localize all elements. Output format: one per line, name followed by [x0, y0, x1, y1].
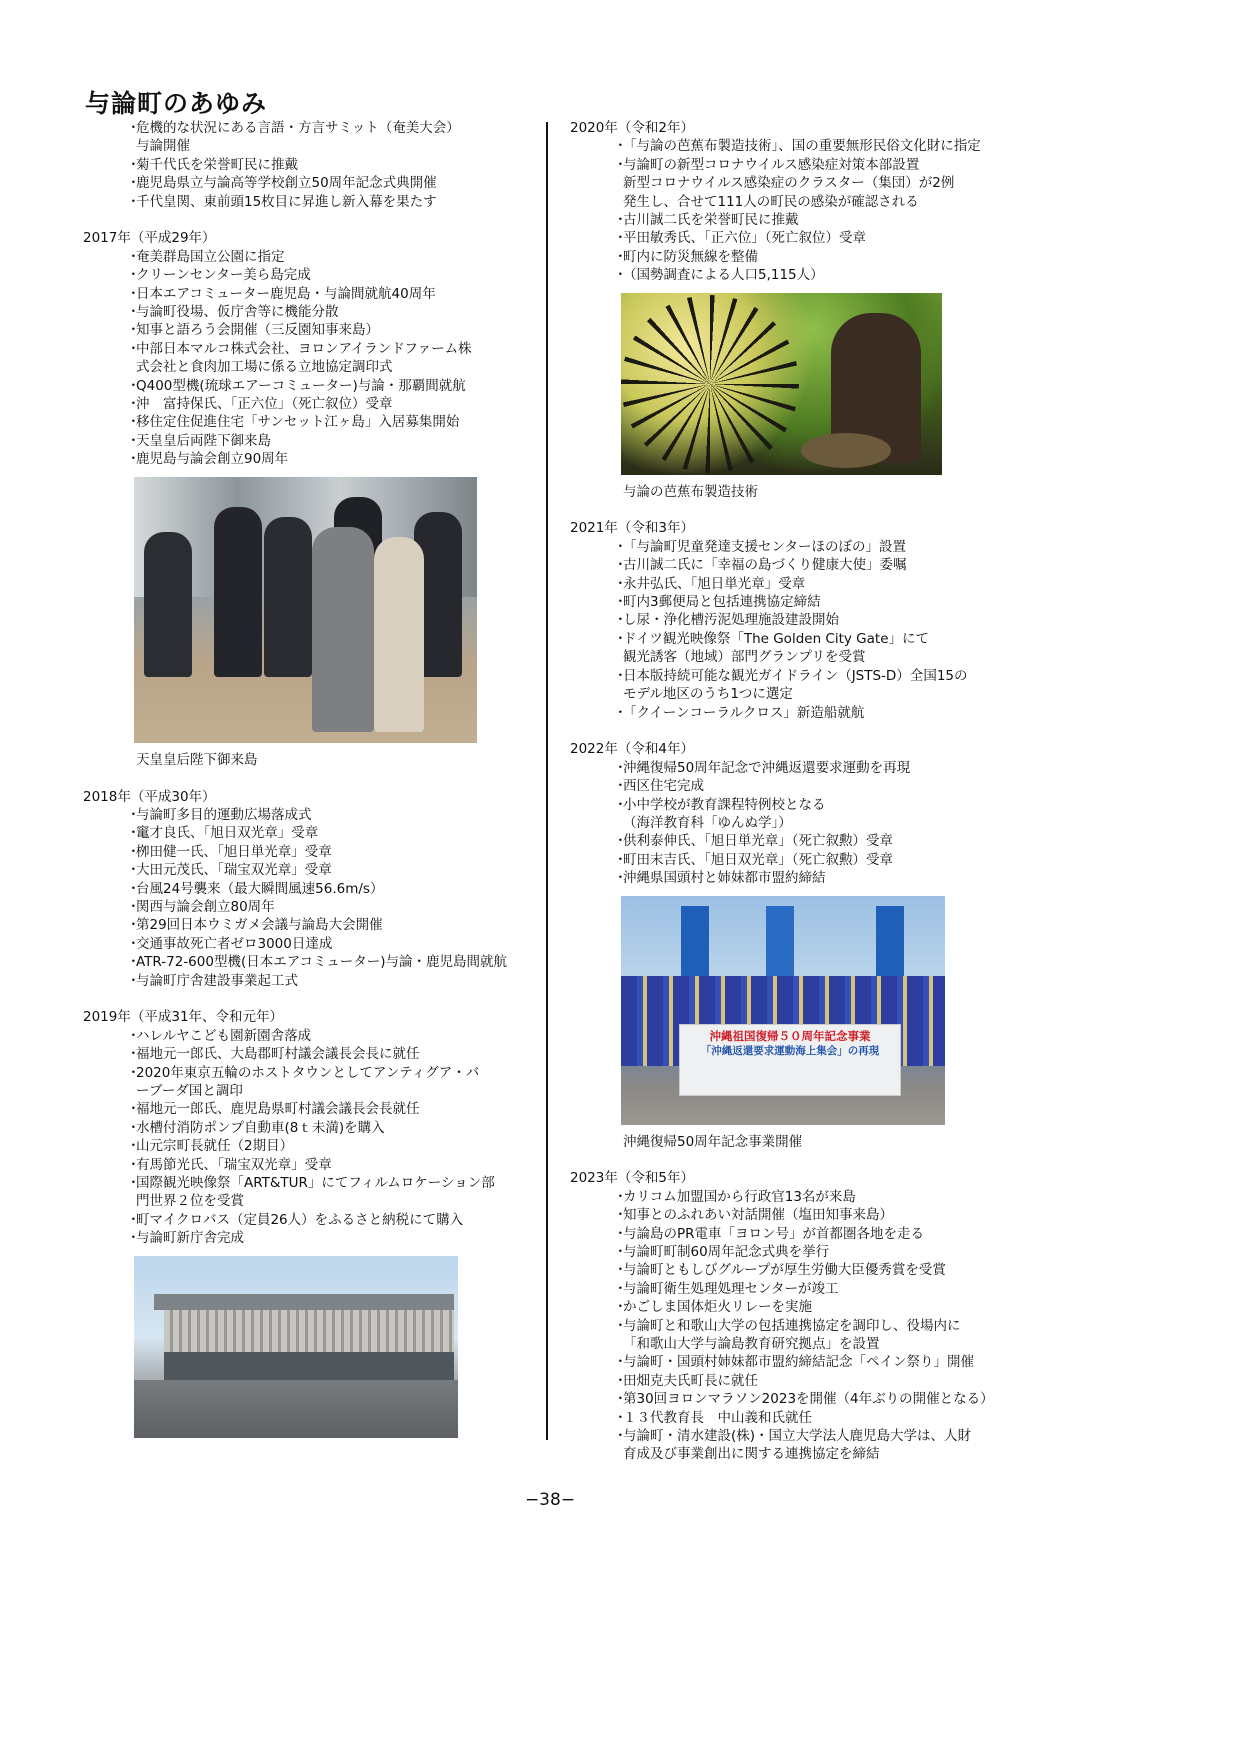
list-item	[570, 174, 1020, 192]
list-item	[570, 1409, 1020, 1427]
list-item	[83, 1045, 533, 1063]
column-divider	[546, 122, 548, 1440]
bullet: ･	[130, 396, 137, 413]
list-item	[83, 1229, 533, 1247]
item-text: Q400型機(琉球エアーコミューター)与論・那覇間就航	[136, 377, 466, 394]
bullet: ･	[130, 1156, 137, 1173]
bullet: ･	[130, 193, 137, 210]
bullet: ･	[617, 833, 624, 850]
bullet: ･	[130, 1119, 137, 1136]
list-item	[83, 303, 533, 321]
bullet: ･	[617, 1299, 624, 1316]
bullet: ･	[130, 248, 137, 265]
list-item	[83, 1100, 533, 1118]
year-heading: 2023年（令和5年）	[570, 1170, 694, 1187]
year-section	[570, 519, 1020, 721]
bullet: ･	[617, 667, 624, 684]
list-item	[83, 248, 533, 266]
list-item	[570, 1225, 1020, 1243]
list-item	[83, 1211, 533, 1229]
list-item	[83, 1027, 533, 1045]
banner-line: 沖縄祖国復帰５０周年記念事業	[709, 1028, 871, 1043]
item-text: 供利泰伸氏、「旭日単光章」（死亡叙勲）受章	[623, 833, 893, 850]
item-text: 危機的な状況にある言語・方言サミット（奄美大会）	[136, 120, 460, 136]
bullet: ･	[617, 1391, 624, 1408]
bullet: ･	[617, 759, 624, 776]
bullet: ･	[130, 1138, 137, 1155]
list-item	[570, 248, 1020, 266]
town-hall-roof	[154, 1294, 454, 1310]
item-text: 古川誠二氏に「幸福の島づくり健康大使」委嘱	[623, 557, 907, 574]
list-item	[570, 777, 1020, 795]
item-text: 第29回日本ウミガメ会議与論島大会開催	[136, 917, 383, 934]
item-text: 式会社と食肉加工場に係る立地協定調印式	[136, 359, 393, 376]
list-item	[570, 211, 1020, 229]
item-text: 日本版持続可能な観光ガイドライン（JSTS-D）全国15の	[623, 667, 968, 684]
bullet: ･	[617, 1243, 624, 1260]
list-item	[570, 229, 1020, 247]
list-item	[83, 450, 533, 468]
bullet: ･	[617, 704, 624, 721]
list-item	[570, 704, 1020, 722]
item-text: かごしま国体炬火リレーを実施	[623, 1299, 812, 1316]
list-item	[570, 156, 1020, 174]
bullet: ･	[130, 1175, 137, 1192]
list-item	[83, 137, 533, 155]
list-item	[83, 1156, 533, 1174]
photo-emperor	[134, 477, 477, 743]
item-text: 栁田健一氏、「旭日単光章」受章	[136, 843, 332, 860]
item-text: 福地元一郎氏、鹿児島県町村議会議長会長就任	[136, 1101, 420, 1118]
list-item	[570, 1390, 1020, 1408]
item-text: ーブーダ国と調印	[136, 1082, 243, 1099]
item-text: 国際観光映像祭「ART&TUR」にてフィルムロケーション部	[136, 1175, 495, 1192]
bullet: ･	[617, 575, 624, 592]
list-item	[83, 174, 533, 192]
item-text: 与論島のPR電車「ヨロン号」が首都圏各地を走る	[623, 1225, 925, 1242]
bullet: ･	[617, 1409, 624, 1426]
bullet: ･	[617, 138, 624, 155]
list-item	[83, 340, 533, 358]
item-text: 竃才良氏、「旭日双光章」受章	[136, 825, 319, 842]
item-text: 日本エアコミューター鹿児島・与論間就航40周年	[136, 285, 436, 302]
item-text: 与論町庁舎建設事業起工式	[136, 972, 298, 989]
year-heading: 2018年（平成30年）	[83, 788, 216, 805]
list-item	[570, 137, 1020, 155]
list-item	[83, 1119, 533, 1137]
list-item	[570, 1372, 1020, 1390]
bullet: ･	[617, 538, 624, 555]
year-section	[570, 1169, 1020, 1464]
list-item	[570, 593, 1020, 611]
list-item	[570, 1353, 1020, 1371]
year-heading: 2019年（平成31年、令和元年）	[83, 1009, 284, 1026]
item-text: 移住定住促進住宅「サンセット江ヶ島」入居募集開始	[136, 414, 460, 431]
item-text: 山元宗町長就任（2期目）	[136, 1138, 294, 1155]
bullet: ･	[130, 120, 137, 136]
list-item	[570, 611, 1020, 629]
bullet: ･	[617, 1428, 624, 1445]
commemoration-banner	[679, 1024, 901, 1096]
bullet: ･	[617, 1317, 624, 1334]
photo-weave	[621, 293, 942, 475]
year-heading: 2021年（令和3年）	[570, 520, 694, 537]
bullet: ･	[617, 230, 624, 247]
list-item	[570, 556, 1020, 574]
bullet: ･	[617, 612, 624, 629]
bullet: ･	[130, 175, 137, 192]
item-text: 沖 富持保氏、「正六位」（死亡叙位）受章	[136, 396, 393, 413]
bullet: ･	[130, 156, 137, 173]
item-text: 平田敏秀氏、「正六位」（死亡叙位）受章	[623, 230, 866, 247]
bullet: ･	[130, 1027, 137, 1044]
list-item	[570, 538, 1020, 556]
bullet: ･	[617, 156, 624, 173]
bullet: ･	[130, 862, 137, 879]
item-text: 水槽付消防ポンプ自動車(8ｔ未満)を購入	[136, 1119, 385, 1136]
item-text: 菊千代氏を栄誉町民に推戴	[136, 156, 298, 173]
item-text: １３代教育長 中山義和氏就任	[623, 1409, 812, 1426]
list-item	[570, 575, 1020, 593]
item-text: 2020年東京五輪のホストタウンとしてアンティグア・バ	[136, 1064, 480, 1081]
item-text: 育成及び事業創出に関する連携協定を締結	[623, 1446, 880, 1463]
list-item	[83, 432, 533, 450]
empress-figure	[374, 537, 424, 732]
list-item	[83, 972, 533, 990]
bullet: ･	[130, 917, 137, 934]
item-text: 町内3郵便局と包括連携協定締結	[623, 594, 821, 611]
flag	[681, 906, 709, 976]
item-text: 発生し、合せて111人の町民の感染が確認される	[623, 193, 919, 210]
bullet: ･	[617, 778, 624, 795]
item-text: 門世界２位を受賞	[136, 1193, 244, 1210]
list-item	[83, 193, 533, 211]
item-text: 「与論の芭蕉布製造技術」、国の重要無形民俗文化財に指定	[623, 138, 981, 155]
list-item	[570, 1261, 1020, 1279]
person	[264, 517, 312, 677]
bullet: ･	[617, 212, 624, 229]
item-text: 台風24号襲来（最大瞬間風速56.6m/s）	[136, 880, 384, 897]
bullet: ･	[130, 843, 137, 860]
bullet: ･	[130, 1101, 137, 1118]
item-text: クリーンセンター美ら島完成	[136, 267, 311, 284]
list-item	[83, 285, 533, 303]
list-item	[570, 1188, 1020, 1206]
item-text: 新型コロナウイルス感染症のクラスター（集団）が2例	[623, 175, 955, 192]
list-item	[570, 1280, 1020, 1298]
item-text: （海洋教育科「ゆんぬ学」）	[623, 814, 792, 831]
bullet: ･	[130, 1230, 137, 1247]
photo-okinawa	[621, 896, 945, 1125]
list-item	[83, 377, 533, 395]
item-text: 天皇皇后両陛下御来島	[136, 432, 271, 449]
list-item	[570, 1317, 1020, 1335]
list-item	[83, 1137, 533, 1155]
bullet: ･	[617, 1354, 624, 1371]
list-item	[570, 796, 1020, 814]
list-item	[83, 413, 533, 431]
list-item	[83, 395, 533, 413]
item-text: 有馬節光氏、「瑞宝双光章」受章	[136, 1156, 332, 1173]
item-text: 大田元茂氏、「瑞宝双光章」受章	[136, 862, 332, 879]
basket	[801, 433, 891, 468]
bullet: ･	[130, 377, 137, 394]
item-text: 与論町ともしびグループが厚生労働大臣優秀賞を受賞	[623, 1262, 946, 1279]
bullet: ･	[130, 451, 137, 468]
item-text: 与論町新庁舎完成	[136, 1230, 244, 1247]
list-item	[83, 1064, 533, 1082]
bullet: ･	[617, 630, 624, 647]
list-item	[570, 759, 1020, 777]
item-text: ATR-72-600型機(日本エアコミューター)与論・鹿児島間就航	[136, 954, 508, 971]
item-text: 田畑克夫氏町長に就任	[623, 1372, 758, 1389]
item-text: 町マイクロバス（定員26人）をふるさと納税にて購入	[136, 1211, 464, 1228]
list-item	[83, 898, 533, 916]
item-text: 「与論町児童発達支援センターほのぼの」設置	[623, 538, 906, 555]
item-text: 永井弘氏、「旭日単光章」受章	[623, 575, 806, 592]
list-item	[570, 266, 1020, 284]
parking-lot	[134, 1380, 458, 1438]
list-item	[83, 266, 533, 284]
list-item	[83, 843, 533, 861]
list-item	[570, 667, 1020, 685]
flag	[766, 906, 794, 976]
list-item	[570, 685, 1020, 703]
bullet: ･	[617, 594, 624, 611]
item-text: カリコム加盟国から行政官13名が来島	[623, 1188, 856, 1205]
item-text: 与論町・国頭村姉妹都市盟約締結記念「ペイン祭り」開催	[623, 1354, 974, 1371]
item-text: 鹿児島与論会創立90周年	[136, 451, 289, 468]
photo-caption: 与論の芭蕉布製造技術	[623, 483, 758, 500]
bullet: ･	[130, 825, 137, 842]
item-text: 奄美群島国立公園に指定	[136, 248, 285, 265]
list-item	[570, 193, 1020, 211]
bullet: ･	[617, 1262, 624, 1279]
bullet: ･	[617, 870, 624, 887]
item-text: 与論開催	[136, 138, 190, 155]
year-section	[570, 740, 1020, 1151]
photo-caption: 沖縄復帰50周年記念事業開催	[623, 1133, 803, 1150]
item-text: 西区住宅完成	[623, 778, 704, 795]
item-text: 「和歌山大学与論島教育研究拠点」を設置	[623, 1336, 880, 1353]
item-text: 交通事故死亡者ゼロ3000日達成	[136, 935, 333, 952]
list-item	[570, 851, 1020, 869]
bullet: ･	[617, 267, 624, 284]
item-text: 千代皇関、東前頭15枚目に昇進し新入幕を果たす	[136, 193, 437, 210]
item-text: 観光誘客（地域）部門グランプリを受賞	[623, 649, 866, 666]
bullet: ･	[617, 1280, 624, 1297]
bullet: ･	[617, 851, 624, 868]
item-text: 中部日本マルコ株式会社、ヨロンアイランドファーム株	[136, 340, 472, 357]
item-text: し尿・浄化槽汚泥処理施設建設開始	[623, 612, 839, 629]
item-text: ハレルヤこども園新園舎落成	[136, 1027, 312, 1044]
item-text: 与論町多目的運動広場落成式	[136, 806, 312, 823]
bullet: ･	[617, 1188, 624, 1205]
page-number: −38−	[524, 1490, 576, 1510]
right-column	[570, 119, 1020, 1482]
list-item	[570, 1335, 1020, 1353]
bullet: ･	[130, 898, 137, 915]
bullet: ･	[130, 432, 137, 449]
year-section	[570, 119, 1020, 501]
item-text: 古川誠二氏を栄誉町民に推戴	[623, 212, 799, 229]
item-text: ドイツ観光映像祭「The Golden City Gate」にて	[623, 630, 930, 647]
year-section	[83, 119, 533, 211]
page-title: 与論町のあゆみ	[85, 89, 268, 118]
item-text: 知事とのふれあい対話開催（塩田知事来島）	[623, 1207, 893, 1224]
list-item	[83, 119, 533, 137]
list-item	[83, 880, 533, 898]
list-item	[570, 1243, 1020, 1261]
list-item	[83, 1192, 533, 1210]
year-section	[83, 1008, 533, 1437]
item-text: 与論町衛生処理処理センターが竣工	[623, 1280, 839, 1297]
year-heading: 2017年（平成29年）	[83, 230, 216, 247]
year-section	[83, 788, 533, 990]
item-text: 鹿児島県立与論高等学校創立50周年記念式典開催	[136, 175, 437, 192]
list-item	[83, 824, 533, 842]
bullet: ･	[617, 1207, 624, 1224]
bullet: ･	[130, 322, 137, 339]
photo-caption: 天皇皇后陛下御来島	[136, 751, 258, 768]
list-item	[570, 814, 1020, 832]
item-text: 与論町町制60周年記念式典を挙行	[623, 1243, 830, 1260]
bullet: ･	[130, 1046, 137, 1063]
bullet: ･	[130, 267, 137, 284]
spinning-wheel	[621, 295, 799, 473]
person	[214, 507, 262, 677]
list-item	[570, 630, 1020, 648]
list-item	[83, 1082, 533, 1100]
item-text: 沖縄県国頭村と姉妹都市盟約締結	[623, 870, 826, 887]
year-section	[83, 229, 533, 769]
year-heading: 2022年（令和4年）	[570, 741, 694, 758]
list-item	[570, 1427, 1020, 1445]
year-heading: 2020年（令和2年）	[570, 120, 694, 136]
bullet: ･	[617, 248, 624, 265]
bullet: ･	[130, 304, 137, 321]
item-text: （国勢調査による人口5,115人）	[623, 267, 824, 284]
list-item	[83, 156, 533, 174]
bullet: ･	[130, 972, 137, 989]
bullet: ･	[617, 796, 624, 813]
list-item	[570, 648, 1020, 666]
bullet: ･	[130, 1064, 137, 1081]
list-item	[570, 832, 1020, 850]
banner-line: 「沖縄返還要求運動海上集会」の再現	[700, 1044, 880, 1057]
item-text: 沖縄復帰50周年記念で沖縄返還要求運動を再現	[623, 759, 911, 776]
list-item	[570, 1206, 1020, 1224]
emperor-figure	[312, 527, 374, 732]
item-text: 第30回ヨロンマラソン2023を開催（4年ぶりの開催となる）	[623, 1391, 994, 1408]
list-item	[83, 935, 533, 953]
item-text: 与論町と和歌山大学の包括連携協定を調印し、役場内に	[623, 1317, 961, 1334]
list-item	[83, 358, 533, 376]
bullet: ･	[130, 806, 137, 823]
photo-hall	[134, 1256, 458, 1438]
item-text: 関西与論会創立80周年	[136, 898, 275, 915]
bullet: ･	[130, 340, 137, 357]
list-item	[570, 1445, 1020, 1463]
bullet: ･	[617, 1372, 624, 1389]
list-item	[83, 953, 533, 971]
list-item	[570, 869, 1020, 887]
bullet: ･	[617, 557, 624, 574]
bullet: ･	[130, 1211, 137, 1228]
bullet: ･	[130, 880, 137, 897]
item-text: 町内に防災無線を整備	[623, 248, 758, 265]
item-text: 与論町・清水建設(株)・国立大学法人鹿児島大学は、人財	[623, 1428, 972, 1445]
bullet: ･	[130, 935, 137, 952]
flag	[876, 906, 904, 976]
item-text: 与論町の新型コロナウイルス感染症対策本部設置	[623, 156, 920, 173]
item-text: 知事と語ろう会開催（三反園知事来島）	[136, 322, 379, 339]
item-text: 福地元一郎氏、大島郡町村議会議長会長に就任	[136, 1046, 420, 1063]
item-text: 「クイーンコーラルクロス」新造船就航	[623, 704, 865, 721]
bullet: ･	[130, 285, 137, 302]
person	[144, 532, 192, 677]
item-text: 与論町役場、仮庁舎等に機能分散	[136, 304, 339, 321]
list-item	[83, 1174, 533, 1192]
list-item	[570, 1298, 1020, 1316]
list-item	[83, 861, 533, 879]
bullet: ･	[130, 954, 137, 971]
list-item	[83, 321, 533, 339]
item-text: 小中学校が教育課程特例校となる	[623, 796, 826, 813]
item-text: 町田末吉氏、「旭日双光章」（死亡叙勲）受章	[623, 851, 893, 868]
left-column	[83, 119, 533, 1456]
town-hall-base	[164, 1352, 454, 1380]
list-item	[83, 806, 533, 824]
bullet: ･	[617, 1225, 624, 1242]
item-text: モデル地区のうち1つに選定	[623, 686, 793, 703]
bullet: ･	[130, 414, 137, 431]
list-item	[83, 916, 533, 934]
